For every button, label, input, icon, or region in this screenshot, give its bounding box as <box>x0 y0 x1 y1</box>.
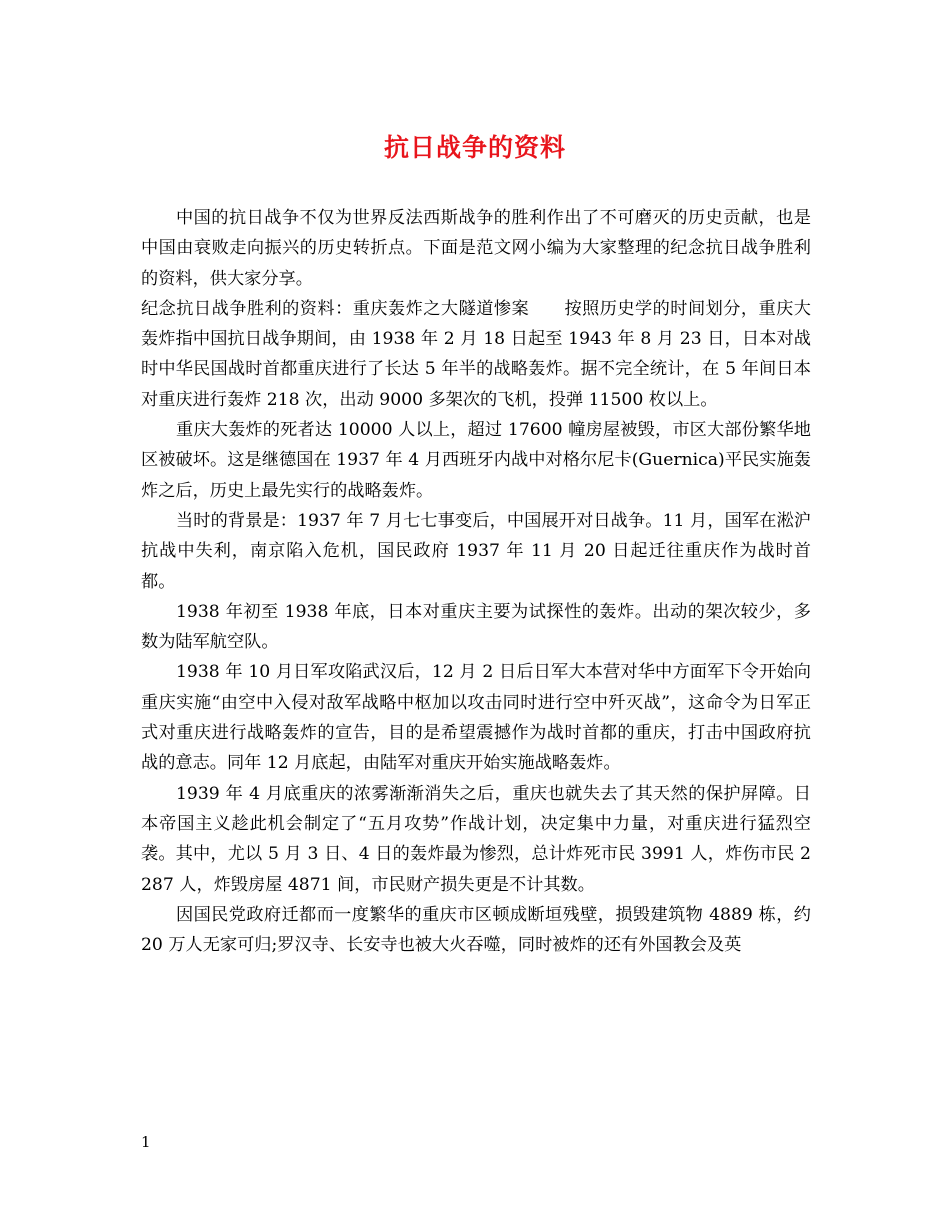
document-body <box>141 203 811 960</box>
paragraph: 中国的抗日战争不仅为世界反法西斯战争的胜利作出了不可磨灭的历史贡献，也是中国由衰败走向振兴的历史转折点。下面是范文网小编为大家整理的纪念抗日战争胜利的资料，供大家分享。 <box>141 208 811 289</box>
paragraph: 1938 年初至 1938 年底，日本对重庆主要为试探性的轰炸。出动的架次较少，多数为陆军航空队。 <box>141 601 811 653</box>
paragraph: 重庆大轰炸的死者达 10000 人以上，超过 17600 幢房屋被毁，市区大部份繁华地区被破坏。这是继德国在 1937 年 4 月西班牙内战中对格尔尼卡(Guernica)平民实施轰炸之后，历史上最先实行的战略轰炸。 <box>141 420 811 501</box>
page-number: 1 <box>141 1133 151 1151</box>
paragraph: 因国民党政府迁都而一度繁华的重庆市区顿成断垣残壁，损毁建筑物 4889 栋，约 20 万人无家可归;罗汉寺、长安寺也被大火吞噬，同时被炸的还有外国教会及英 <box>141 904 811 956</box>
paragraph: 纪念抗日战争胜利的资料：重庆轰炸之大隧道惨案 按照历史学的时间划分，重庆大轰炸指中国抗日战争期间，由 1938 年 2 月 18 日起至 1943 年 8 月 23 日，日本对战时中华民国战时首都重庆进行了长达 5 年半的战略轰炸。据不完全统计，在 5 年间日本对重庆进行轰炸 218 次，出动 9000 多架次的飞机，投弹 11500 枚以上。 <box>141 298 811 410</box>
paragraph: 当时的背景是：1937 年 7 月七七事变后，中国展开对日战争。11 月，国军在淞沪抗战中失利，南京陷入危机，国民政府 1937 年 11 月 20 日起迁往重庆作为战时首都。 <box>141 510 811 592</box>
document-title: 抗日战争的资料 <box>383 133 566 162</box>
paragraph: 1938 年 10 月日军攻陷武汉后，12 月 2 日后日军大本营对华中方面军下令开始向重庆实施“由空中入侵对敌军战略中枢加以攻击同时进行空中歼灭战”，这命令为日军正式对重庆进行战略轰炸的宣告，目的是希望震撼作为战时首都的重庆，打击中国政府抗战的意志。同年 12 月底起，由陆军对重庆开始实施战略轰炸。 <box>141 662 811 774</box>
paragraph: 1939 年 4 月底重庆的浓雾渐渐消失之后，重庆也就失去了其天然的保护屏障。日本帝国主义趁此机会制定了“五月攻势”作战计划，决定集中力量，对重庆进行猛烈空袭。其中，尤以 5 月 3 日、4 日的轰炸最为惨烈，总计炸死市民 3991 人，炸伤市民 2287 人，炸毁房屋 4871 间，市民财产损失更是不计其数。 <box>141 783 811 895</box>
